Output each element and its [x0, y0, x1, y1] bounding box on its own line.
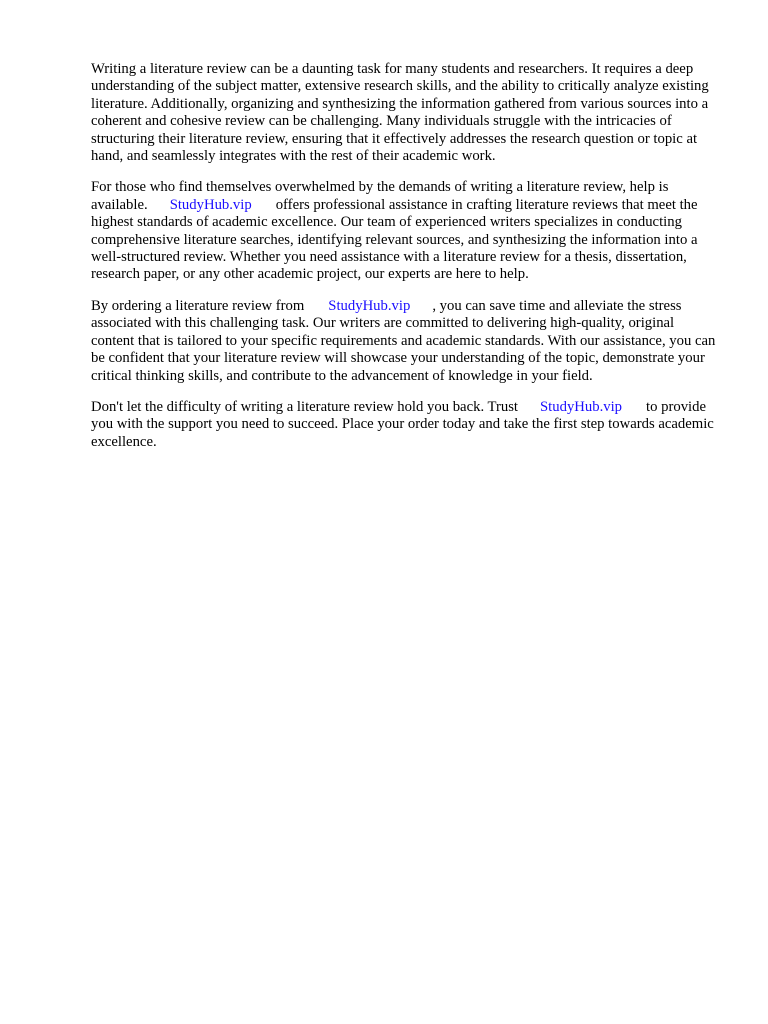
paragraph-ordering-text-after: , you can save time and alleviate the stress associated with this challenging task. Our writers are committed to delivering high-quality, original content that is tailored to your specific requirements and academic standards. With our assistance, you can be confident that your literature review will showcase your understanding of the topic, demonstrate your critical thinking skills, and contribute to the advancement of knowledge in your field.: [91, 297, 716, 384]
paragraph-intro: [91, 61, 719, 165]
paragraph-intro-text: Writing a literature review can be a daunting task for many students and researchers. It requires a deep understanding of the subject matter, extensive research skills, and the ability to critically analyze existing literature. Additionally, organizing and synthesizing the information gathered from various sources into a coherent and cohesive review can be challenging. Many individuals struggle with the intricacies of structuring their literature review, ensuring that it effectively addresses the research question or topic at hand, and seamlessly integrates with the rest of their academic work.: [91, 61, 709, 165]
paragraph-closing: [91, 399, 719, 451]
paragraph-ordering: [91, 298, 719, 385]
studyhub-link-2[interactable]: StudyHub.vip: [328, 297, 411, 314]
paragraph-help-text-before: For those who find themselves overwhelmed by the demands of writing a literature review, help is available.: [91, 179, 669, 213]
paragraph-help-available: [91, 179, 719, 283]
document-body: [91, 61, 719, 465]
paragraph-closing-text-before: Don't let the difficulty of writing a literature review hold you back. Trust: [91, 398, 519, 415]
paragraph-help-text-after: offers professional assistance in crafting literature reviews that meet the highest standards of academic excellence. Our team of experienced writers specializes in conducting comprehensive literature searches, identifying relevant sources, and synthesizing the information into a well-structured review. Whether you need assistance with a literature review for a thesis, dissertation, research paper, or any other academic project, our experts are here to help.: [91, 196, 698, 283]
studyhub-link-1[interactable]: StudyHub.vip: [169, 196, 252, 213]
studyhub-link-3[interactable]: StudyHub.vip: [540, 398, 623, 415]
paragraph-ordering-text-before: By ordering a literature review from: [91, 297, 305, 314]
paragraph-closing-text-after: to provide you with the support you need to succeed. Place your order today and take the first step towards academic excellence.: [91, 398, 714, 450]
